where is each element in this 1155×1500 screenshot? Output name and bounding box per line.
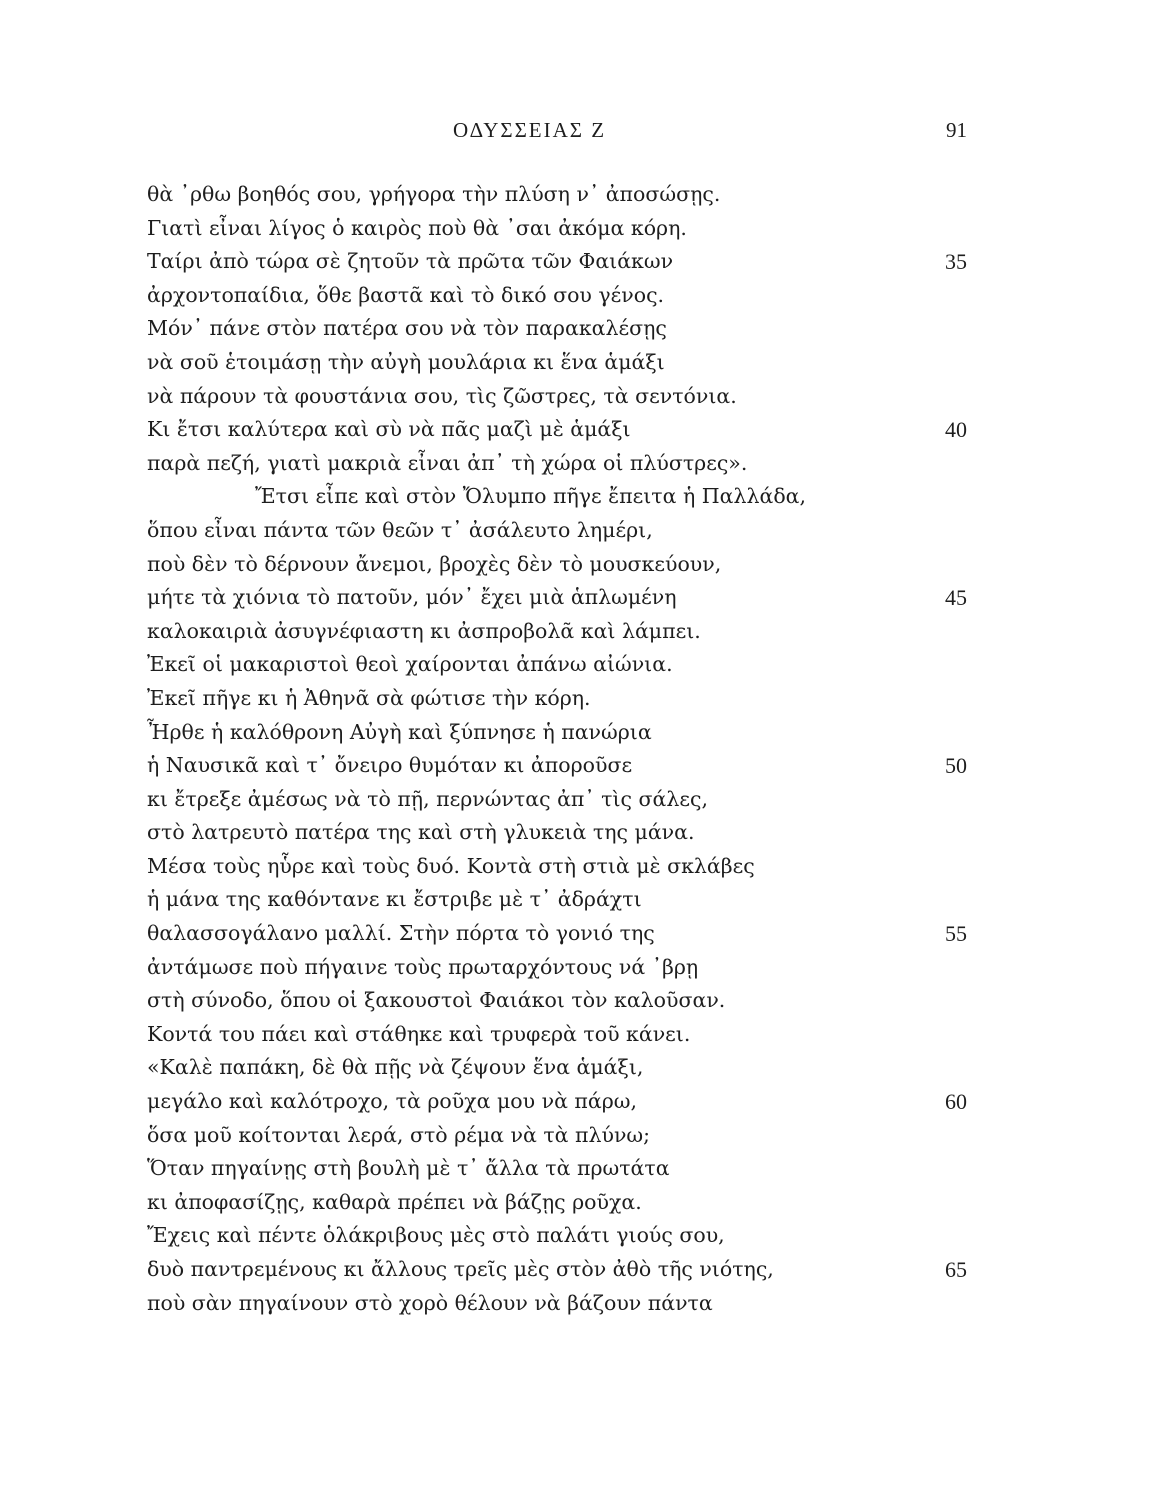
- verse-line: [147, 1186, 967, 1220]
- verse-line: [147, 279, 967, 313]
- verse-text: μήτε τὰ χιόνια τὸ πατοῦν, μόν᾽ ἔχει μιὰ ἁπλωμένη: [147, 585, 677, 610]
- verse-text: ἀρχοντοπαίδια, ὅθε βαστᾶ καὶ τὸ δικό σου γένος.: [147, 282, 665, 307]
- verse-line: [147, 548, 967, 582]
- verse-text: Ἔχεις καὶ πέντε ὁλάκριβους μὲς στὸ παλάτι γιούς σου,: [147, 1223, 725, 1248]
- verse-line: [147, 178, 967, 212]
- verse-text: ποὺ σὰν πηγαίνουν στὸ χορὸ θέλουν νὰ βάζουν πάντα: [147, 1290, 713, 1315]
- verse-text: ἀντάμωσε ποὺ πήγαινε τοὺς πρωταρχόντους νά ᾽βρῃ: [147, 954, 699, 979]
- verse-text: Ἐκεῖ πῆγε κι ἡ Ἀθηνᾶ σὰ φώτισε τὴν κόρη.: [147, 685, 591, 710]
- verse-line: [147, 984, 967, 1018]
- line-number: 60: [945, 1089, 967, 1115]
- verse-text: Μόν᾽ πάνε στὸν πατέρα σου νὰ τὸν παρακαλέσῃς: [147, 316, 667, 341]
- line-number: 55: [945, 921, 967, 947]
- verse-block: [147, 178, 967, 1320]
- verse-text: νὰ πάρουν τὰ φουστάνια σου, τὶς ζῶστρες, τὰ σεντόνια.: [147, 383, 737, 408]
- verse-line: [147, 245, 967, 279]
- verse-line: [147, 716, 967, 750]
- verse-text: ἡ Ναυσικᾶ καὶ τ᾽ ὄνειρο θυμόταν κι ἀποροῦσε: [147, 753, 633, 778]
- line-number: 45: [945, 585, 967, 611]
- verse-line: [147, 816, 967, 850]
- verse-text: ποὺ δὲν τὸ δέρνουν ἄνεμοι, βροχὲς δὲν τὸ μουσκεύουν,: [147, 551, 722, 576]
- verse-line: [147, 447, 967, 481]
- verse-text: Ἔτσι εἶπε καὶ στὸν Ὄλυμπο πῆγε ἔπειτα ἡ Παλλάδα,: [255, 484, 807, 509]
- verse-text: καλοκαιριὰ ἀσυγνέφιαστη κι ἀσπροβολᾶ καὶ λάμπει.: [147, 618, 701, 643]
- verse-line: [147, 1253, 967, 1287]
- running-title: ΟΔΥΣΣΕΙΑΣ Ζ: [453, 118, 607, 142]
- line-number: 40: [945, 417, 967, 443]
- verse-line: [147, 883, 967, 917]
- verse-line: [147, 1085, 967, 1119]
- line-number: 65: [945, 1257, 967, 1282]
- verse-line: [147, 1287, 967, 1321]
- verse-text: ὅπου εἶναι πάντα τῶν θεῶν τ᾽ ἀσάλευτο λημέρι,: [147, 517, 653, 542]
- verse-line: [147, 212, 967, 246]
- verse-line: [147, 783, 967, 817]
- verse-line: [147, 1219, 967, 1253]
- verse-line: [147, 346, 967, 380]
- verse-line: [147, 682, 967, 716]
- verse-line: [147, 1152, 967, 1186]
- verse-line: [147, 1051, 967, 1085]
- verse-line: [147, 413, 967, 447]
- verse-text: παρὰ πεζή, γιατὶ μακριὰ εἶναι ἀπ᾽ τὴ χώρα οἱ πλύστρες».: [147, 450, 748, 475]
- verse-text: Κι ἔτσι καλύτερα καὶ σὺ νὰ πᾶς μαζὶ μὲ ἁμάξι: [147, 417, 631, 442]
- verse-text: Γιατὶ εἶναι λίγος ὁ καιρὸς ποὺ θὰ ᾽σαι ἀκόμα κόρη.: [147, 215, 687, 240]
- verse-line: [147, 514, 967, 548]
- page-number: 91: [946, 118, 967, 142]
- verse-line: [147, 480, 967, 514]
- verse-text: στὸ λατρευτὸ πατέρα της καὶ στὴ γλυκειὰ της μάνα.: [147, 820, 695, 845]
- verse-text: Ταίρι ἀπὸ τώρα σὲ ζητοῦν τὰ πρῶτα τῶν Φαιάκων: [147, 249, 674, 274]
- verse-text: μεγάλο καὶ καλότροχο, τὰ ροῦχα μου νὰ πάρω,: [147, 1089, 638, 1114]
- verse-text: θὰ ᾽ρθω βοηθός σου, γρήγορα τὴν πλύση ν᾽ ἀποσώσῃς.: [147, 182, 721, 206]
- verse-line: [147, 850, 967, 884]
- verse-text: Ὅταν πηγαίνῃς στὴ βουλὴ μὲ τ᾽ ἄλλα τὰ πρωτάτα: [147, 1156, 670, 1181]
- verse-text: Ἦρθε ἡ καλόθρονη Αὐγὴ καὶ ξύπνησε ἡ πανώρια: [147, 719, 652, 744]
- verse-line: [147, 1018, 967, 1052]
- verse-text: στὴ σύνοδο, ὅπου οἱ ξακουστοὶ Φαιάκοι τὸν καλοῦσαν.: [147, 988, 726, 1013]
- verse-line: [147, 648, 967, 682]
- verse-text: «Καλὲ παπάκη, δὲ θὰ πῇς νὰ ζέψουν ἕνα ἁμάξι,: [147, 1055, 644, 1080]
- verse-text: Κοντά του πάει καὶ στάθηκε καὶ τρυφερὰ τοῦ κάνει.: [147, 1021, 691, 1046]
- verse-line: [147, 1119, 967, 1153]
- verse-text: δυὸ παντρεμένους κι ἄλλους τρεῖς μὲς στὸν ἀθὸ τῆς νιότης,: [147, 1257, 774, 1281]
- verse-line: [147, 312, 967, 346]
- verse-line: [147, 951, 967, 985]
- verse-line: [147, 581, 967, 615]
- verse-text: κι ἔτρεξε ἀμέσως νὰ τὸ πῇ, περνώντας ἀπ᾽ τὶς σάλες,: [147, 786, 708, 811]
- verse-text: κι ἀποφασίζῃς, καθαρὰ πρέπει νὰ βάζῃς ροῦχα.: [147, 1189, 642, 1214]
- running-head: [0, 118, 1155, 148]
- verse-line: [147, 917, 967, 951]
- verse-line: [147, 615, 967, 649]
- verse-text: Μέσα τοὺς ηὗρε καὶ τοὺς δυό. Κοντὰ στὴ στιὰ μὲ σκλάβες: [147, 853, 755, 878]
- verse-line: [147, 749, 967, 783]
- verse-text: θαλασσογάλανο μαλλί. Στὴν πόρτα τὸ γονιό της: [147, 921, 655, 946]
- verse-text: νὰ σοῦ ἑτοιμάσῃ τὴν αὐγὴ μουλάρια κι ἕνα ἁμάξι: [147, 349, 665, 374]
- line-number: 50: [945, 753, 967, 779]
- verse-text: ὅσα μοῦ κοίτονται λερά, στὸ ρέμα νὰ τὰ πλύνω;: [147, 1122, 651, 1147]
- verse-text: ἡ μάνα της καθόντανε κι ἔστριβε μὲ τ᾽ ἀδράχτι: [147, 887, 642, 912]
- verse-text: Ἐκεῖ οἱ μακαριστοὶ θεοὶ χαίρονται ἀπάνω αἰώνια.: [147, 652, 673, 677]
- verse-line: [147, 380, 967, 414]
- line-number: 35: [945, 249, 967, 275]
